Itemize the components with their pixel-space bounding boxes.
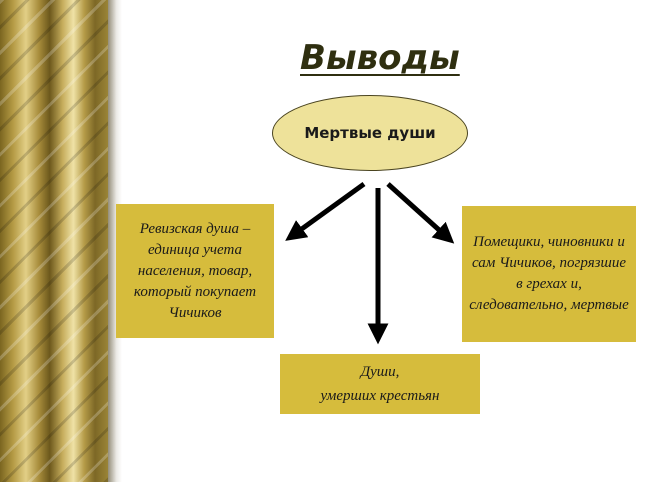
bottom-node-line2: умерших крестьян	[320, 388, 440, 404]
arrow-to-right-node	[388, 184, 448, 238]
left-node-box	[116, 204, 274, 338]
right-node-box	[462, 206, 636, 342]
arrow-to-left-node	[292, 184, 364, 236]
bottom-node-line1: Души,	[360, 364, 400, 380]
left-node-text: Ревизская душа –единица учета населения, товар, который покупает Чичиков	[133, 220, 257, 321]
slide-title: Выводы	[300, 38, 460, 78]
right-node-text: Помещики, чиновники и сам Чичиков, погрязшие в грехах и, следовательно, мертвые	[469, 234, 629, 313]
center-node-label: Мертвые души	[304, 124, 436, 142]
bottom-node-box	[280, 354, 480, 414]
